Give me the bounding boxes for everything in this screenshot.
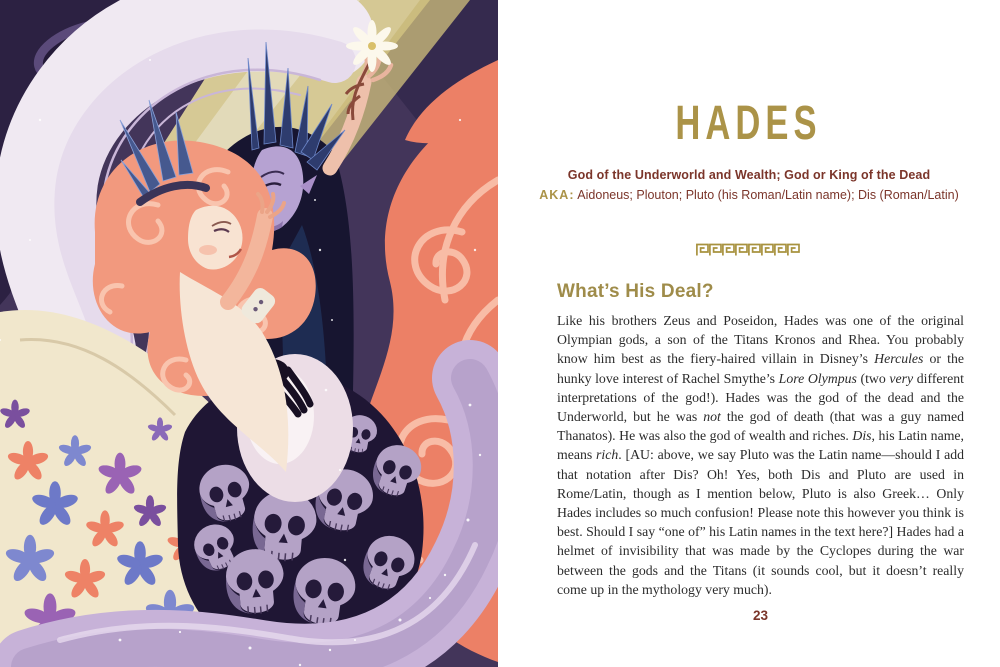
right-page: [498, 0, 1000, 667]
left-page: [0, 0, 498, 667]
aka-names: Aidoneus; Plouton; Pluto (his Roman/Latin name); Dis (Roman/Latin): [577, 188, 959, 202]
hades-persephone-illustration: [0, 0, 498, 667]
aka-line: [498, 188, 1000, 202]
greek-key-divider: [498, 243, 1000, 262]
page-title: HADES: [675, 97, 823, 150]
section-heading: What’s His Deal?: [557, 281, 714, 302]
greek-key-ornament: [696, 243, 802, 257]
body-paragraph: Like his brothers Zeus and Poseidon, Hades was one of the original Olympian gods, a son of the Titans Kronos and Rhea. You probably know him best as the fiery-haired villain in Disney’s Hercules or the hunky love interest of Rachel Smythe’s Lore Olympus (two very different interpretations of the god!). Hades was the god of the dead and the Underworld, but he was not the god of death (that was a guy named Thanatos). He was also the god of wealth and riches. Dis, his Latin name, means rich. [AU: above, we say Pluto was the Latin name—should I add that notation after Dis? Oh! Yes, both Dis and Pluto are used in Rome/Latin, though as I mention below, Pluto is also Greek… Only Hades includes so much confusion! Please note this however you think is best. Should I say “one of” his Latin names in the text here?] Hades had a helmet of invisibility that was made by the Cyclopes during the war between the gods and the Titans (it sounds cool, but it doesn’t really come up in the mythology very much).: [557, 313, 965, 597]
aka-label: AKA:: [539, 188, 575, 202]
page-number: 23: [752, 608, 769, 623]
deity-subtitle: God of the Underworld and Wealth; God or King of the Dead: [567, 168, 931, 182]
